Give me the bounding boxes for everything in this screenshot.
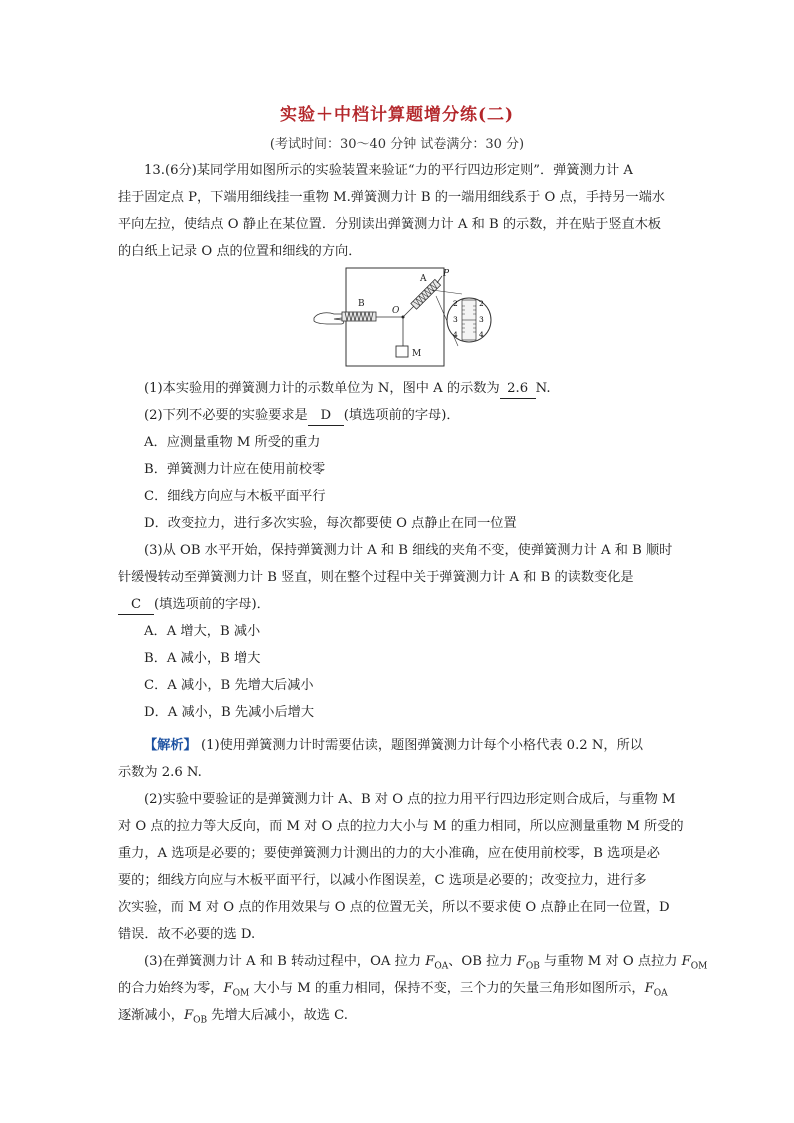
scale-tick: 4 — [479, 330, 484, 339]
q3-line: 针缓慢转动至弹簧测力计 B 竖直，则在整个过程中关于弹簧测力计 A 和 B 的读数变化是 — [118, 570, 634, 585]
weight-m — [396, 346, 408, 357]
option: B．弹簧测力计应在使用前校零 — [144, 462, 326, 477]
label-a: A — [420, 274, 427, 284]
option: D．改变拉力，进行多次实验，每次都要使 O 点静止在同一位置 — [144, 516, 517, 531]
hand-icon — [314, 313, 344, 324]
answer-blank: 2.6 — [500, 380, 536, 399]
option: B．A 减小，B 增大 — [144, 651, 261, 666]
q1: (1)本实验用的弹簧测力计的示数单位为 N，图中 A 的示数为 2.6 N. — [118, 375, 678, 402]
magnifier-line — [432, 290, 462, 294]
option: A．应测量重物 M 所受的重力 — [144, 435, 321, 450]
scale-tick: 2 — [453, 299, 458, 308]
stem-line: 挂于固定点 P，下端用细线挂一重物 M.弹簧测力计 B 的一端用细线系于 O 点，手持另一端水 — [118, 190, 665, 205]
page-title: 实验＋中档计算题增分练(二) — [279, 105, 515, 125]
analysis-line: 重力，A 选项是必要的；要使弹簧测力计测出的力的大小准确，应在使用前校零，B 选项是必 — [118, 846, 660, 861]
analysis — [118, 732, 708, 1029]
q3-answer-line: C (填选项前的字母)． — [118, 591, 678, 618]
stem-line: 13.(6分)某同学用如图所示的实验装置来验证“力的平行四边形定则”．弹簧测力计 A — [144, 163, 633, 178]
analysis-line: 对 O 点的拉力等大反向，而 M 对 O 点的拉力大小与 M 的重力相同，所以应测量重物 M 所受的 — [118, 819, 684, 834]
analysis-line: 错误．故不必要的选 D. — [118, 927, 256, 942]
analysis-line: 次实验，而 M 对 O 点的作用效果与 O 点的位置无关，所以不要求使 O 点静止在同一位置，D — [118, 900, 670, 915]
label-b: B — [358, 299, 365, 309]
scale-tick: 3 — [453, 315, 458, 324]
analysis-line: (2)实验中要验证的是弹簧测力计 A、B 对 O 点的拉力用平行四边形定则合成后，与重物 M — [144, 792, 676, 807]
analysis-tag: 【解析】 — [144, 738, 197, 753]
experiment-figure — [312, 266, 492, 368]
label-m: M — [412, 349, 422, 359]
question-stem — [118, 157, 678, 265]
q2: (2)下列不必要的实验要求是 D (填选项前的字母)． — [118, 402, 678, 429]
scale-tick: 3 — [479, 315, 484, 324]
exam-info: (考试时间：30～40 分钟 试卷满分：30 分) — [269, 137, 525, 152]
analysis-line: 的合力始终为零，$F_{OM}$ 大小与 M 的重力相同，保持不变，三个力的矢量三角形如图所示，$F_{OA}$ — [118, 981, 668, 999]
stem-line: 平向左拉，使结点 O 静止在某位置．分别读出弹簧测力计 A 和 B 的示数，并在贴于竖直木板 — [118, 217, 662, 232]
option: C．细线方向应与木板平面平行 — [144, 489, 326, 504]
scale-tick: 4 — [453, 330, 458, 339]
analysis-line: 要的；细线方向应与木板平面平行，以减小作图误差，C 选项是必要的；改变拉力，进行多 — [118, 873, 647, 888]
option: C．A 减小，B 先增大后减小 — [144, 678, 314, 693]
analysis-line: (3)在弹簧测力计 A 和 B 转动过程中，OA 拉力 $F_{OA}$、OB 拉力 $F_{OB}$ 与重物 M 对 O 点拉力 $F_{OM}$ — [144, 954, 708, 972]
analysis-line: 示数为 2.6 N. — [118, 765, 202, 780]
answer-blank: D — [308, 407, 344, 426]
stem-line: 的白纸上记录 O 点的位置和细线的方向． — [118, 244, 362, 259]
thread-oa — [403, 306, 414, 317]
q3-line: (3)从 OB 水平开始，保持弹簧测力计 A 和 B 细线的夹角不变，使弹簧测力计 A 和 B 顺时 — [144, 543, 673, 558]
label-p: P — [443, 269, 450, 279]
label-o: O — [392, 306, 400, 316]
option: A．A 增大，B 减小 — [144, 624, 261, 639]
scale-tick: 2 — [479, 299, 484, 308]
analysis-line: 逐渐减小，$F_{OB}$ 先增大后减小，故选 C. — [118, 1008, 348, 1026]
hook-p — [437, 276, 442, 283]
analysis-p1: 【解析】 (1)使用弹簧测力计时需要估读，题图弹簧测力计每个小格代表 0.2 N，所以 — [144, 738, 643, 753]
option: D．A 减小，B 先减小后增大 — [144, 705, 315, 720]
answer-blank: C — [118, 596, 154, 615]
sub-questions — [118, 375, 678, 726]
